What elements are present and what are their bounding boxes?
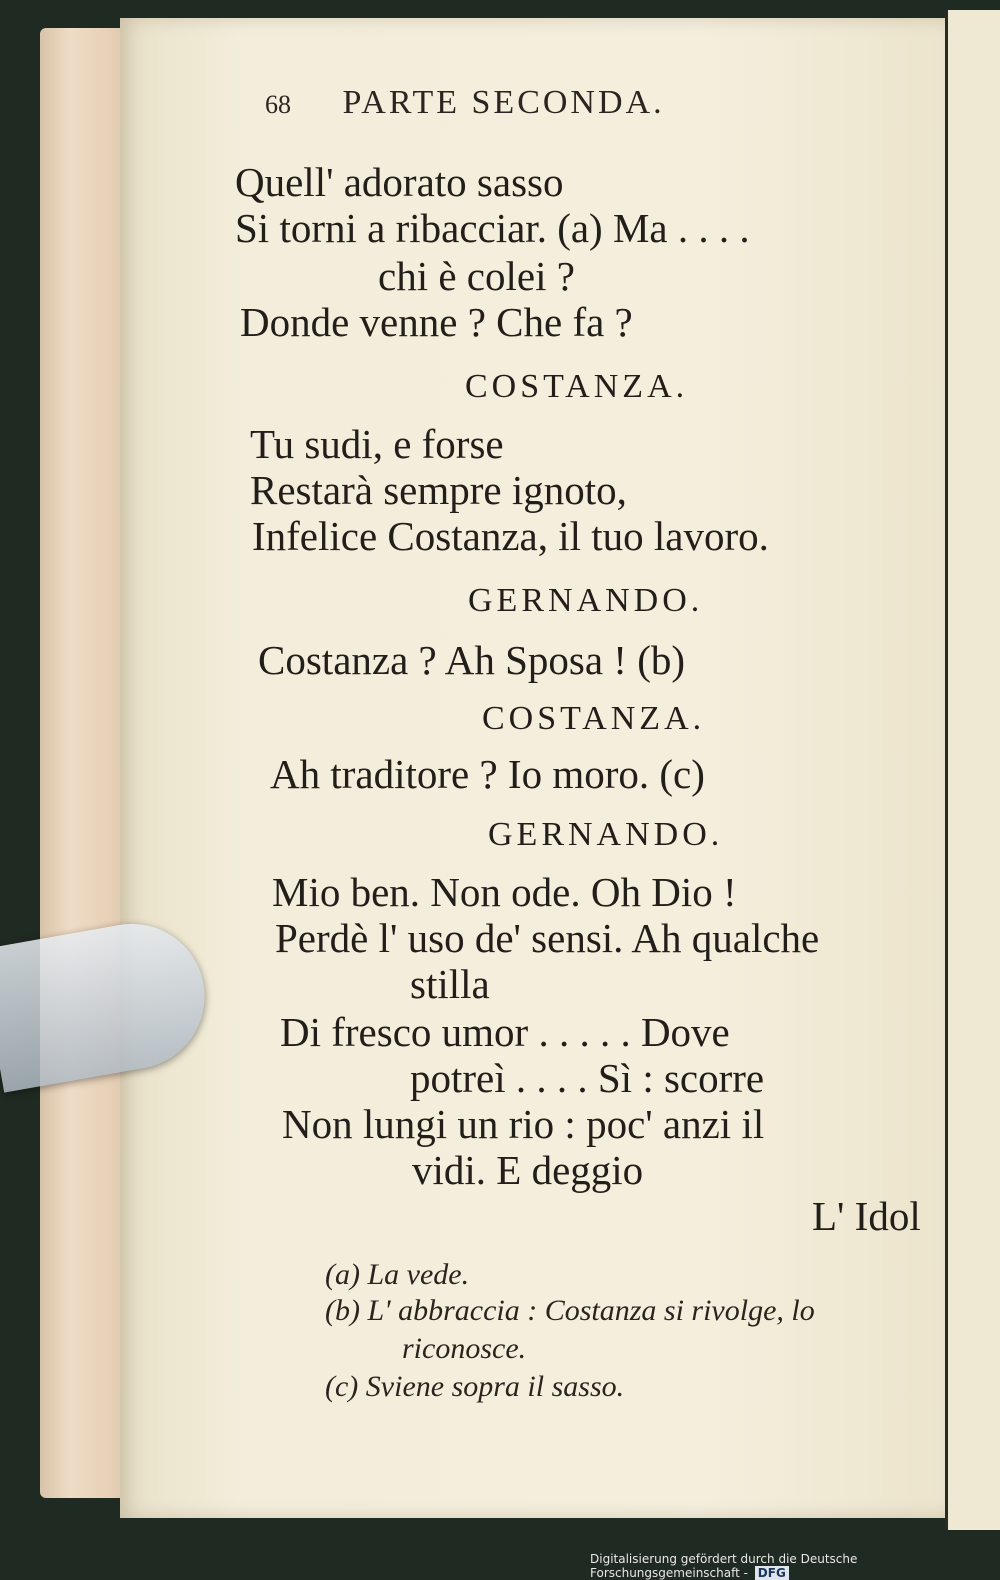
verse-line: Ah traditore ? Io moro. (c) xyxy=(270,751,705,797)
verse-line: Tu sudi, e forse xyxy=(250,421,504,467)
verse-line: potreì . . . . Sì : scorre xyxy=(410,1055,765,1101)
footnote: riconosce. xyxy=(402,1332,527,1365)
speaker-name: GERNANDO. xyxy=(488,816,724,853)
speaker-name: COSTANZA. xyxy=(482,700,706,737)
verse-line: Mio ben. Non ode. Oh Dio ! xyxy=(272,869,737,915)
footnote: (a) La vede. xyxy=(325,1258,470,1291)
verse-line: Di fresco umor . . . . . Dove xyxy=(280,1009,730,1055)
dfg-logo: DFG xyxy=(755,1566,789,1580)
verse-line: Si torni a ribacciar. (a) Ma . . . . xyxy=(235,205,750,251)
facing-page-edge xyxy=(945,10,1000,1530)
credit-text: Digitalisierung gefördert durch die Deutsche Forschungsgemeinschaft - xyxy=(590,1552,858,1580)
catchword: L' Idol xyxy=(812,1193,921,1239)
speaker-name: COSTANZA. xyxy=(465,368,689,405)
running-head xyxy=(265,84,665,122)
verse-line: Donde venne ? Che fa ? xyxy=(240,299,633,345)
verse-line: Costanza ? Ah Sposa ! (b) xyxy=(258,637,685,683)
running-head-title: PARTE SECONDA. xyxy=(342,84,665,121)
verse-line: stilla xyxy=(410,961,490,1007)
digitization-credit xyxy=(590,1552,1000,1580)
footnote: (b) L' abbraccia : Costanza si rivolge, lo xyxy=(325,1294,815,1327)
verse-line: Perdè l' uso de' sensi. Ah qualche xyxy=(275,915,820,961)
verse-line: Quell' adorato sasso xyxy=(235,159,564,205)
verse-line: Infelice Costanza, il tuo lavoro. xyxy=(252,513,769,559)
footnote: (c) Sviene sopra il sasso. xyxy=(325,1370,625,1403)
speaker-name: GERNANDO. xyxy=(468,582,704,619)
verse-line: vidi. E deggio xyxy=(412,1147,644,1193)
verse-line: Restarà sempre ignoto, xyxy=(250,467,627,513)
verse-line: Non lungi un rio : poc' anzi il xyxy=(282,1101,765,1147)
verse-line: chi è colei ? xyxy=(378,253,575,299)
page-number: 68 xyxy=(265,90,291,119)
